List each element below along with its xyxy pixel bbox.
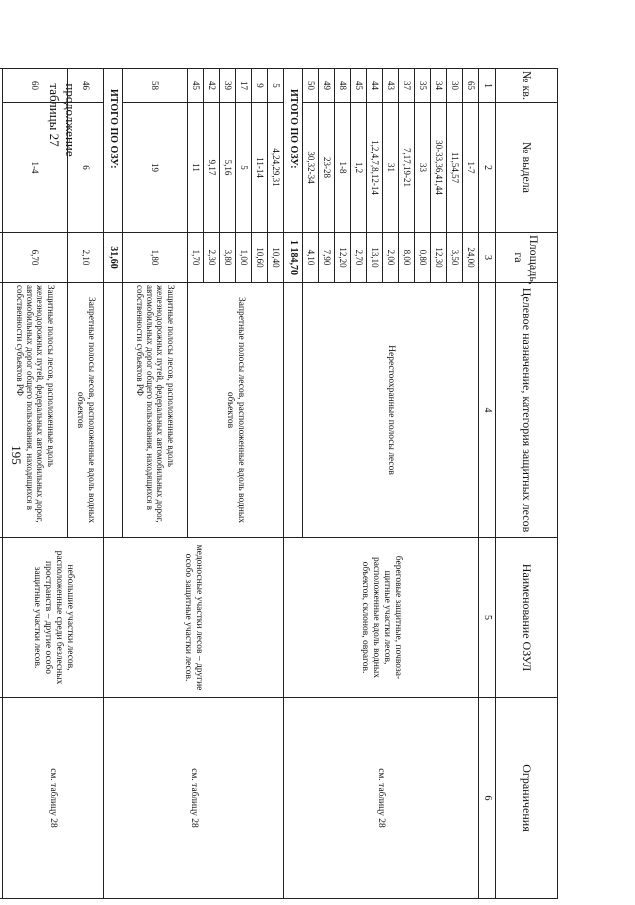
- page-number-text: 195: [9, 445, 24, 465]
- cell-area: 2,30: [204, 233, 220, 283]
- header-category: Целевое назначение, категория защитных лесов: [496, 283, 558, 538]
- cell-category: Защитные полосы лесов, расположенные вдоль железнодорожных путей, федеральных автомобильных дорог, автомобильных дорог общего пользования, находящихся в собственности субъектов РФ: [3, 283, 68, 538]
- header-row: [496, 69, 558, 899]
- cell-kv: 46: [68, 69, 104, 103]
- cell-area: 12,20: [335, 233, 351, 283]
- col-number: 4: [479, 283, 496, 538]
- cell-vydel: 5,16: [220, 103, 236, 233]
- cell-limits: см. таблицу 28: [284, 698, 479, 899]
- cell-kv: 42: [204, 69, 220, 103]
- cell-kv: 35: [415, 69, 431, 103]
- cell-area: 8,00: [399, 233, 415, 283]
- header-limits: Ограничения: [496, 698, 558, 899]
- cell-vydel: 1-7: [463, 103, 479, 233]
- cell-category: Запретные полосы лесов, расположенные вдоль водных объектов: [68, 283, 104, 538]
- cell-area: 13,10: [367, 233, 383, 283]
- cell-vydel: 19: [123, 103, 188, 233]
- total-empty-cell: [0, 283, 3, 538]
- total-area: 1 184,70: [284, 233, 303, 283]
- cell-kv: 37: [399, 69, 415, 103]
- cell-area: 7,90: [319, 233, 335, 283]
- cell-kv: 58: [123, 69, 188, 103]
- total-label: [0, 69, 3, 233]
- cell-vydel: 1-8: [335, 103, 351, 233]
- cell-vydel: 5: [236, 103, 252, 233]
- cell-vydel: 11-14: [252, 103, 268, 233]
- cell-vydel: 7,17,19-21: [399, 103, 415, 233]
- cell-vydel: 30,32-34: [303, 103, 319, 233]
- cell-area: 1,00: [236, 233, 252, 283]
- cell-vydel: 11,54,57: [447, 103, 463, 233]
- cell-area: 0,80: [415, 233, 431, 283]
- cell-area: 10,40: [268, 233, 284, 283]
- column-number-row: [479, 69, 496, 899]
- cell-limits: см. таблицу 28: [3, 698, 104, 899]
- cell-area: 3,80: [220, 233, 236, 283]
- cell-kv: 48: [335, 69, 351, 103]
- header-kv: № кв.: [496, 69, 558, 103]
- cell-ozul: небольшие участки лесов, расположенные среди безлесных пространств – другие особо защитные участки лесов.: [3, 538, 104, 698]
- cell-category: Запретные полосы лесов, расположенные вдоль водных объектов: [188, 283, 284, 538]
- cell-kv: 44: [367, 69, 383, 103]
- cell-ozul: медоносные участки лесов – другие особо защитные участки лесов.: [104, 538, 284, 698]
- cell-vydel: 1-4: [3, 103, 68, 233]
- col-number: 2: [479, 103, 496, 233]
- col-number: 1: [479, 69, 496, 103]
- cell-vydel: 9,17: [204, 103, 220, 233]
- cell-kv: 30: [447, 69, 463, 103]
- table-caption-text: продолжение таблицы 27: [47, 83, 78, 157]
- cell-area: 10,60: [252, 233, 268, 283]
- cell-kv: 50: [303, 69, 319, 103]
- total-label: ИТОГО ПО ОЗУ:: [284, 69, 303, 233]
- cell-category: Нерестоохранные полосы лесов: [303, 283, 479, 538]
- cell-vydel: 1,2,4,7,8,12-14: [367, 103, 383, 233]
- table-row: [68, 69, 104, 899]
- cell-vydel: 11: [188, 103, 204, 233]
- cell-kv: 39: [220, 69, 236, 103]
- cell-limits: см. таблицу 28: [104, 698, 284, 899]
- col-number: 6: [479, 698, 496, 899]
- col-number: 3: [479, 233, 496, 283]
- cell-ozul: береговые защитные, почвоза-щитные участки лесов, расположенные вдоль водных объектов, склонов, оврагов.: [284, 538, 479, 698]
- cell-kv: 45: [351, 69, 367, 103]
- table-row: [463, 69, 479, 899]
- cell-kv: 60: [3, 69, 68, 103]
- cell-area: 12,30: [431, 233, 447, 283]
- cell-area: 4,10: [303, 233, 319, 283]
- cell-kv: 34: [431, 69, 447, 103]
- total-empty-cell: [0, 538, 3, 698]
- cell-kv: 9: [252, 69, 268, 103]
- total-empty-cell: [284, 283, 303, 538]
- cell-kv: 17: [236, 69, 252, 103]
- cell-vydel: 6: [68, 103, 104, 233]
- cell-vydel: 4,24,29,31: [268, 103, 284, 233]
- cell-kv: 45: [188, 69, 204, 103]
- total-empty-cell: [0, 698, 3, 899]
- cell-area: 3,50: [447, 233, 463, 283]
- cell-area: 1,80: [123, 233, 188, 283]
- total-label: ИТОГО ПО ОЗУ:: [104, 69, 123, 233]
- col-number: 5: [479, 538, 496, 698]
- cell-vydel: 33: [415, 103, 431, 233]
- protective-forests-table: [0, 68, 558, 899]
- cell-category: Защитные полосы лесов, расположенные вдоль железнодорожных путей, федеральных автомобильных дорог, автомобильных дорог общего пользования, находящихся в собственности субъектов РФ: [123, 283, 188, 538]
- cell-kv: 49: [319, 69, 335, 103]
- cell-area: 6,70: [3, 233, 68, 283]
- total-empty-cell: [104, 283, 123, 538]
- cell-vydel: 23-28: [319, 103, 335, 233]
- cell-vydel: 31: [383, 103, 399, 233]
- cell-vydel: 1,2: [351, 103, 367, 233]
- cell-area: 2,10: [68, 233, 104, 283]
- total-area: [0, 233, 3, 283]
- table-row: [268, 69, 284, 899]
- header-ozul: Наименование ОЗУЛ: [496, 538, 558, 698]
- total-area: 31,60: [104, 233, 123, 283]
- cell-area: 2,70: [351, 233, 367, 283]
- cell-vydel: 30-33,36,41,44: [431, 103, 447, 233]
- header-vydel: № выдела: [496, 103, 558, 233]
- cell-kv: 5: [268, 69, 284, 103]
- cell-area: 1,70: [188, 233, 204, 283]
- cell-kv: 43: [383, 69, 399, 103]
- cell-area: 24,00: [463, 233, 479, 283]
- cell-area: 2,00: [383, 233, 399, 283]
- cell-kv: 65: [463, 69, 479, 103]
- header-area: Площадь, га: [496, 233, 558, 283]
- total-row: [0, 69, 3, 899]
